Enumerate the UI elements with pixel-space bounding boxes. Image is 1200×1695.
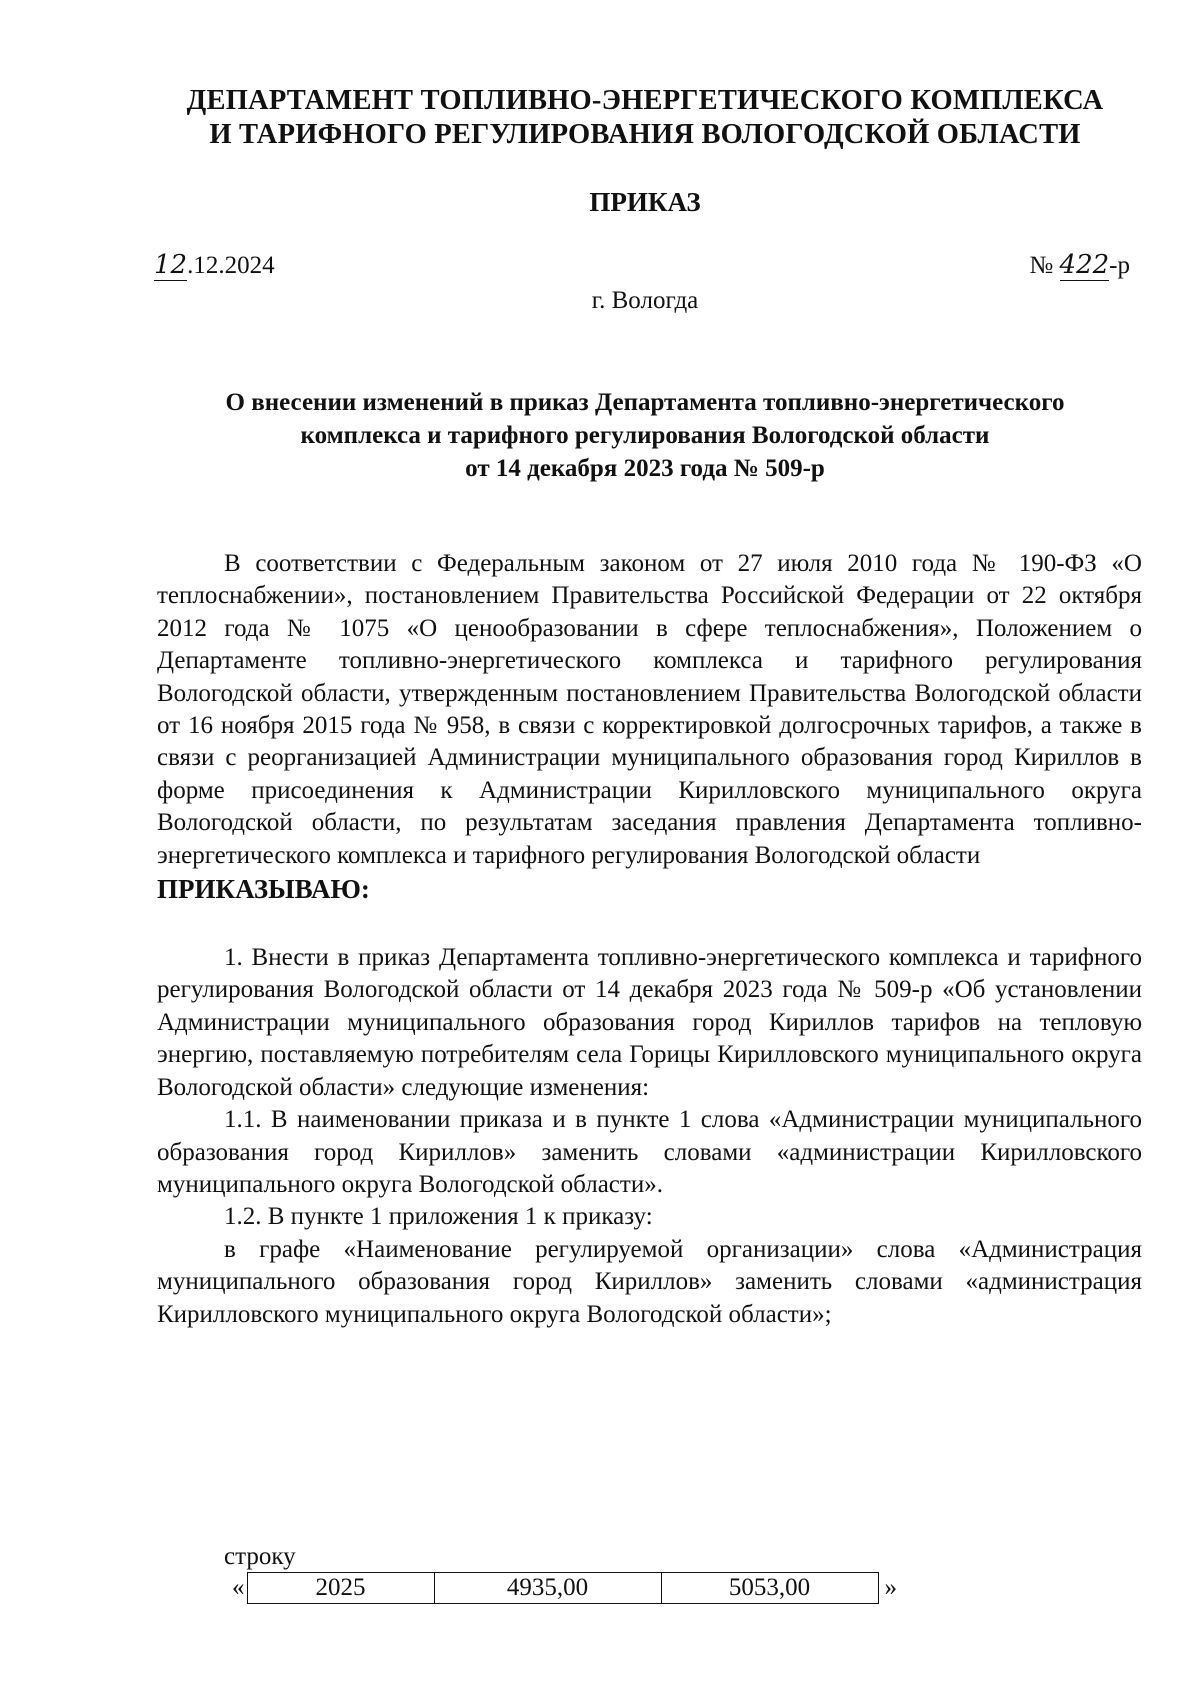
item-1-2-text: в графе «Наименование регулируемой организации» слова «Администрация муниципального образования город Кириллов» заменить словами «администрация Кирилловского муниципального округа Вологодской области»; (157, 1235, 1142, 1328)
document-number (1029, 250, 1130, 281)
subject-line-1: О внесении изменений в приказ Департамента топливно-энергетического (225, 389, 1065, 416)
document-subject (150, 386, 1140, 485)
number-prefix: № (1029, 252, 1054, 279)
handwritten-number: 422 (1059, 250, 1110, 280)
table-cell-tariff-2: 5053,00 (661, 1573, 878, 1604)
handwritten-day: 12 (154, 250, 188, 280)
table-cell-year: 2025 (247, 1573, 434, 1604)
item-1-2: 1.2. В пункте 1 приложения 1 к приказу: (224, 1203, 653, 1231)
subject-line-3: от 14 декабря 2023 года № 509-р (465, 455, 825, 482)
item-1: 1. Внести в приказ Департамента топливно-энергетического комплекса и тарифного регулирования Вологодской области от 14 декабря 2023 года № 509-р «Об установлении Администрации муниципального образования город Кириллов тарифов на тепловую энергию, поставляемую потребителям села Горицы Кирилловского муниципального округа Вологодской области» следующие изменения: (157, 944, 1142, 1101)
preamble-paragraph: В соответствии с Федеральным законом от 27 июля 2010 года № 190-ФЗ «О теплоснабжении», постановлением Правительства Российской Федерации от 22 октября 2012 года № 1075 «О ценообразовании в сфере теплоснабжения», Положением о Департаменте топливно-энергетического комплекса и тарифного регулирования Вологодской области, утвержденным постановлением Правительства Вологодской области от 16 ноября 2015 года № 958, в связи с корректировкой долгосрочных тарифов, а также в связи с реорганизацией Администрации муниципального образования город Кириллов в форме присоединения к Администрации Кирилловского муниципального округа Вологодской области, по результатам заседания правления Департамента топливно-энергетического комплекса и тарифного регулирования Вологодской области (157, 550, 1142, 869)
tariff-row-table (247, 1572, 879, 1604)
document-body (157, 548, 1142, 1331)
department-heading (150, 84, 1140, 152)
close-quote: » (884, 1574, 897, 1601)
table-row (247, 1573, 878, 1604)
item-1-1: 1.1. В наименовании приказа и в пункте 1 слова «Администрации муниципального образования город Кириллов» заменить словами «администрации Кирилловского муниципального округа Вологодской области». (157, 1106, 1142, 1198)
document-city: г. Вологда (591, 287, 699, 314)
document-date (154, 250, 275, 281)
date-rest: .12.2024 (187, 252, 275, 279)
table-cell-tariff-1: 4935,00 (434, 1573, 661, 1604)
number-suffix: -р (1109, 252, 1130, 279)
order-word: ПРИКАЗЫВАЮ: (157, 874, 370, 905)
subject-line-2: комплекса и тарифного регулирования Вологодской области (300, 422, 990, 449)
open-quote: « (232, 1574, 245, 1601)
row-table-wrapper (232, 1572, 897, 1604)
document-type: ПРИКАЗ (589, 187, 701, 217)
row-label: строку (224, 1543, 296, 1570)
department-line-1: ДЕПАРТАМЕНТ ТОПЛИВНО-ЭНЕРГЕТИЧЕСКОГО КОМПЛЕКСА (186, 85, 1104, 116)
department-line-2: И ТАРИФНОГО РЕГУЛИРОВАНИЯ ВОЛОГОДСКОЙ ОБЛАСТИ (209, 119, 1081, 150)
